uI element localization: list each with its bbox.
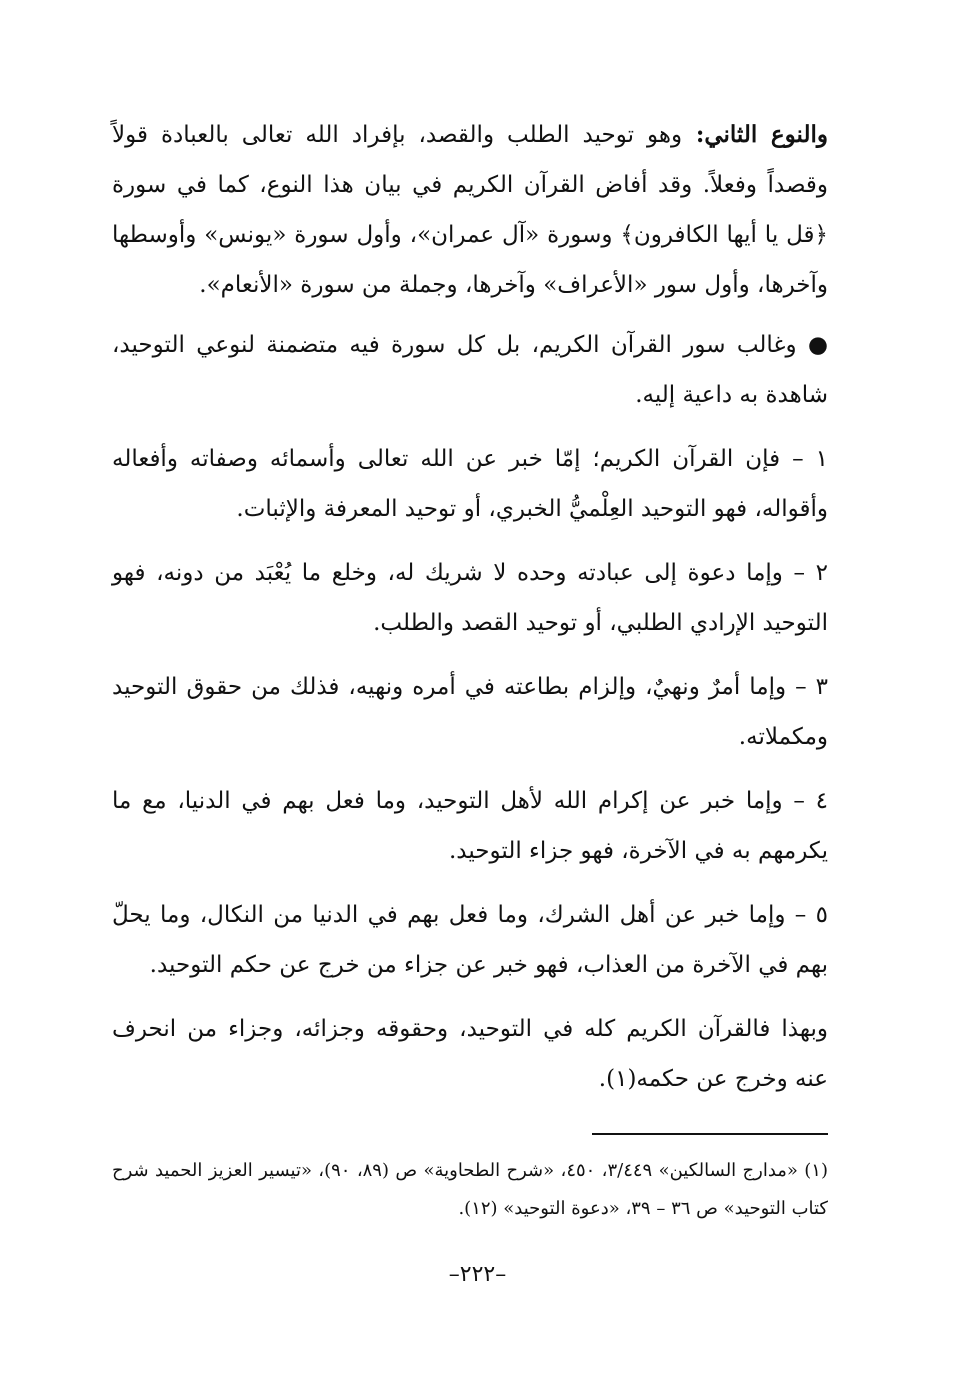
- paragraph-text: ٢ – وإما دعوة إلى عبادته وحده لا شريك له، وخلع ما يُعْبَد من دونه، فهو التوحيد الإرادي الطلبي، أو توحيد القصد والطلب.: [112, 560, 828, 636]
- paragraph-item-5: [112, 890, 828, 990]
- paragraph-lead: والنوع الثاني:: [682, 121, 828, 148]
- paragraph-text: ١ – فإن القرآن الكريم؛ إمّا خبر عن الله تعالى وأسمائه وصفاته وأفعاله وأقواله، فهو التوحيد العِلْميُّ الخبري، أو توحيد المعرفة والإثبات.: [112, 446, 828, 522]
- paragraph-text: ● وغالب سور القرآن الكريم، بل كل سورة فيه متضمنة لنوعي التوحيد، شاهدة به داعية إليه.: [112, 332, 828, 408]
- footnote-divider: [592, 1133, 828, 1135]
- paragraph-text: وبهذا فالقرآن الكريم كله في التوحيد، وحقوقه وجزائه، وجزاء من انحرف عنه وخرج عن حكمه(١).: [112, 1016, 828, 1092]
- paragraph-text: وهو توحيد الطلب والقصد، بإفراد الله تعالى بالعبادة قولاً وقصداً وفعلاً. وقد أفاض القرآن الكريم في بيان هذا النوع، كما في سورة ﴿قل يا أيها الكافرون﴾ وسورة «آل عمران»، وأول سورة «يونس» وأوسطها وآخرها، وأول سور «الأعراف» وآخرها، وجملة من سورة «الأنعام».: [112, 122, 828, 298]
- paragraph-text: ٤ – وإما خبر عن إكرام الله لأهل التوحيد، وما فعل بهم في الدنيا، مع ما يكرمهم به في الآخرة، فهو جزاء التوحيد.: [112, 788, 828, 864]
- footnotes: [112, 1152, 828, 1228]
- paragraph-item-2: [112, 548, 828, 648]
- main-text: [112, 110, 828, 1118]
- paragraph-conclusion: [112, 1004, 828, 1104]
- paragraph-item-4: [112, 776, 828, 876]
- paragraph-second-type: [112, 110, 828, 310]
- paragraph-quran-surahs: [112, 320, 828, 420]
- paragraph-text: ٣ – وإما أمرٌ ونهيٌ، وإلزام بطاعته في أمره ونهيه، فذلك من حقوق التوحيد ومكملاته.: [112, 674, 828, 750]
- paragraph-text: ٥ – وإما خبر عن أهل الشرك، وما فعل بهم في الدنيا من النكال، وما يحلّ بهم في الآخرة من العذاب، فهو خبر عن جزاء من خرج عن حكم التوحيد.: [112, 902, 828, 978]
- footnote-1: (١) «مدارج السالكين» ٣/٤٤٩، ٤٥٠، «شرح الطحاوية» ص (٨٩، ٩٠)، «تيسير العزيز الحميد شرح كتاب التوحيد» ص ٣٦ – ٣٩، «دعوة التوحيد» (١٢).: [112, 1160, 828, 1219]
- paragraph-item-1: [112, 434, 828, 534]
- paragraph-item-3: [112, 662, 828, 762]
- page-number: –٢٢٢–: [448, 1262, 507, 1287]
